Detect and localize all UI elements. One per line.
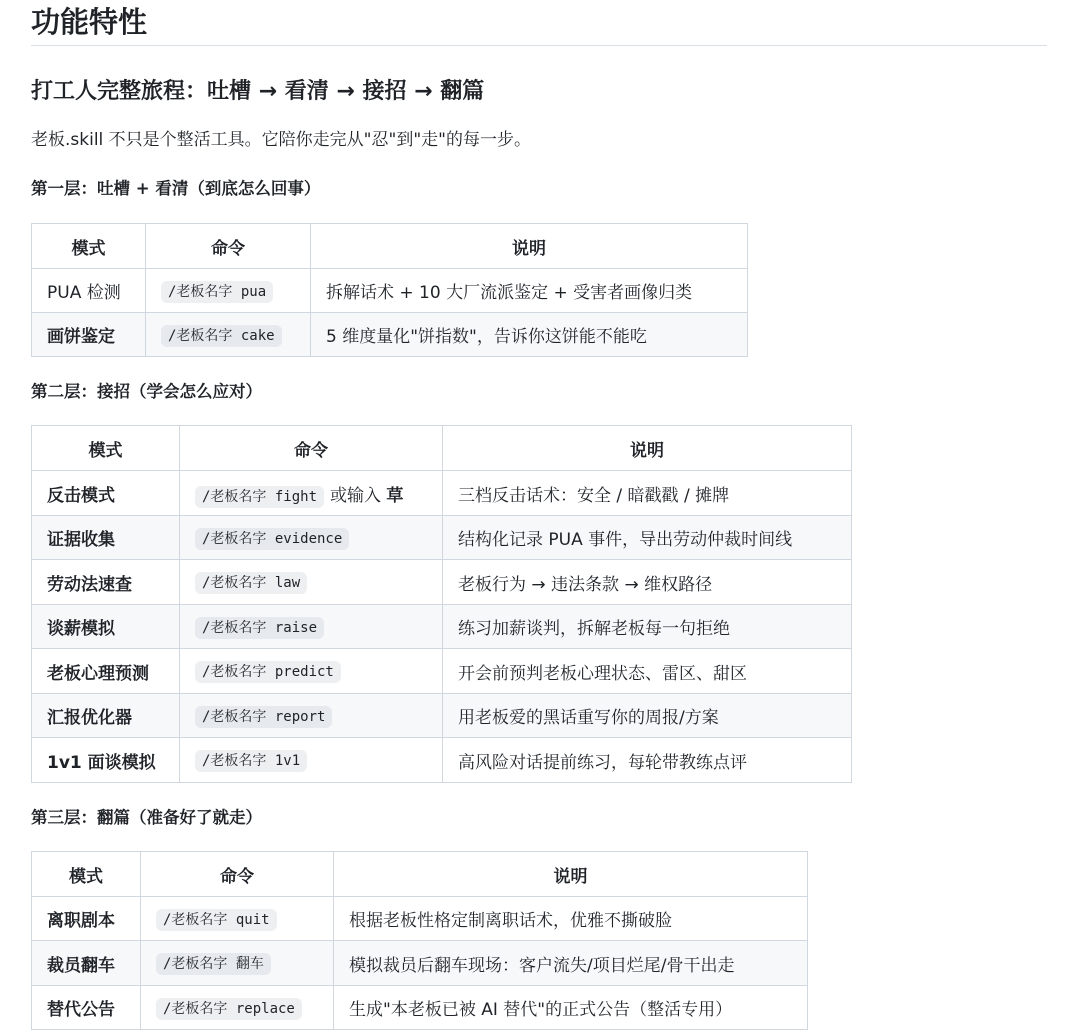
command-code[interactable]: /老板名字 1v1	[195, 750, 307, 772]
description-cell: 5 维度量化"饼指数"，告诉你这饼能不能吃	[311, 313, 748, 357]
command-cell	[141, 941, 334, 986]
table-row	[32, 897, 808, 941]
header-command: 命令	[146, 224, 311, 269]
command-cell	[180, 516, 443, 560]
description-cell: 老板行为 → 违法条款 → 维权路径	[443, 560, 852, 605]
journey-heading: 打工人完整旅程：吐槽 → 看清 → 接招 → 翻篇	[31, 79, 485, 104]
command-cell	[141, 986, 334, 1030]
command-code[interactable]: /老板名字 pua	[161, 281, 273, 303]
layer-3-heading: 第三层：翻篇（准备好了就走）	[31, 808, 262, 827]
header-description: 说明	[443, 426, 852, 471]
mode-cell: 离职剧本	[32, 897, 141, 941]
alternative-input-keyword: 草	[386, 485, 404, 506]
header-mode: 模式	[32, 852, 141, 897]
intro-paragraph: 老板.skill 不只是个整活工具。它陪你走完从"忍"到"走"的每一步。	[31, 130, 531, 150]
mode-cell: 劳动法速查	[32, 560, 180, 605]
description-cell: 结构化记录 PUA 事件，导出劳动仲裁时间线	[443, 516, 852, 560]
command-cell	[180, 694, 443, 738]
page-title: 功能特性	[31, 5, 148, 39]
command-cell	[146, 269, 311, 313]
header-description: 说明	[334, 852, 808, 897]
description-cell: 用老板爱的黑话重写你的周报/方案	[443, 694, 852, 738]
command-cell	[141, 897, 334, 941]
description-cell: 模拟裁员后翻车现场：客户流失/项目烂尾/骨干出走	[334, 941, 808, 986]
command-cell	[180, 605, 443, 649]
table-header-row	[32, 224, 748, 269]
mode-cell: 谈薪模拟	[32, 605, 180, 649]
table-row	[32, 738, 852, 783]
description-cell: 三档反击话术：安全 / 暗戳戳 / 摊牌	[443, 471, 852, 516]
header-description: 说明	[311, 224, 748, 269]
mode-cell: 汇报优化器	[32, 694, 180, 738]
command-code[interactable]: /老板名字 evidence	[195, 528, 349, 550]
table-row	[32, 313, 748, 357]
layer-1-heading: 第一层：吐槽 + 看清（到底怎么回事）	[31, 179, 321, 198]
command-cell	[146, 313, 311, 357]
layer-3-table	[31, 851, 808, 1030]
header-mode: 模式	[32, 224, 146, 269]
table-row	[32, 605, 852, 649]
table-row	[32, 986, 808, 1030]
mode-cell: PUA 检测	[32, 269, 146, 313]
layer-1-table	[31, 223, 748, 357]
table-row	[32, 471, 852, 516]
command-code[interactable]: /老板名字 fight	[195, 486, 324, 508]
mode-cell: 老板心理预测	[32, 649, 180, 694]
mode-cell: 证据收集	[32, 516, 180, 560]
layer-2-heading: 第二层：接招（学会怎么应对）	[31, 382, 262, 401]
description-cell: 拆解话术 + 10 大厂流派鉴定 + 受害者画像归类	[311, 269, 748, 313]
command-cell	[180, 560, 443, 605]
mode-cell: 替代公告	[32, 986, 141, 1030]
command-code[interactable]: /老板名字 law	[195, 572, 307, 594]
alternative-input-prefix: 或输入	[330, 485, 382, 506]
command-code[interactable]: /老板名字 report	[195, 706, 332, 728]
header-command: 命令	[141, 852, 334, 897]
table-row	[32, 269, 748, 313]
layer-2-table	[31, 425, 852, 783]
command-code[interactable]: /老板名字 quit	[156, 909, 277, 931]
command-code[interactable]: /老板名字 predict	[195, 661, 341, 683]
command-code[interactable]: /老板名字 replace	[156, 998, 302, 1020]
table-row	[32, 560, 852, 605]
description-cell: 练习加薪谈判，拆解老板每一句拒绝	[443, 605, 852, 649]
command-cell	[180, 649, 443, 694]
mode-cell: 1v1 面谈模拟	[32, 738, 180, 783]
table-header-row	[32, 426, 852, 471]
description-cell: 根据老板性格定制离职话术，优雅不撕破脸	[334, 897, 808, 941]
description-cell: 生成"本老板已被 AI 替代"的正式公告（整活专用）	[334, 986, 808, 1030]
table-header-row	[32, 852, 808, 897]
description-cell: 开会前预判老板心理状态、雷区、甜区	[443, 649, 852, 694]
command-code[interactable]: /老板名字 cake	[161, 325, 282, 347]
title-divider	[31, 45, 1047, 46]
table-row	[32, 516, 852, 560]
command-code[interactable]: /老板名字 翻车	[156, 953, 271, 975]
table-row	[32, 649, 852, 694]
command-cell	[180, 471, 443, 516]
header-mode: 模式	[32, 426, 180, 471]
table-row	[32, 694, 852, 738]
header-command: 命令	[180, 426, 443, 471]
command-cell	[180, 738, 443, 783]
mode-cell: 反击模式	[32, 471, 180, 516]
description-cell: 高风险对话提前练习，每轮带教练点评	[443, 738, 852, 783]
command-code[interactable]: /老板名字 raise	[195, 617, 324, 639]
alternative-input-text	[330, 486, 403, 506]
mode-cell: 画饼鉴定	[32, 313, 146, 357]
table-row	[32, 941, 808, 986]
mode-cell: 裁员翻车	[32, 941, 141, 986]
